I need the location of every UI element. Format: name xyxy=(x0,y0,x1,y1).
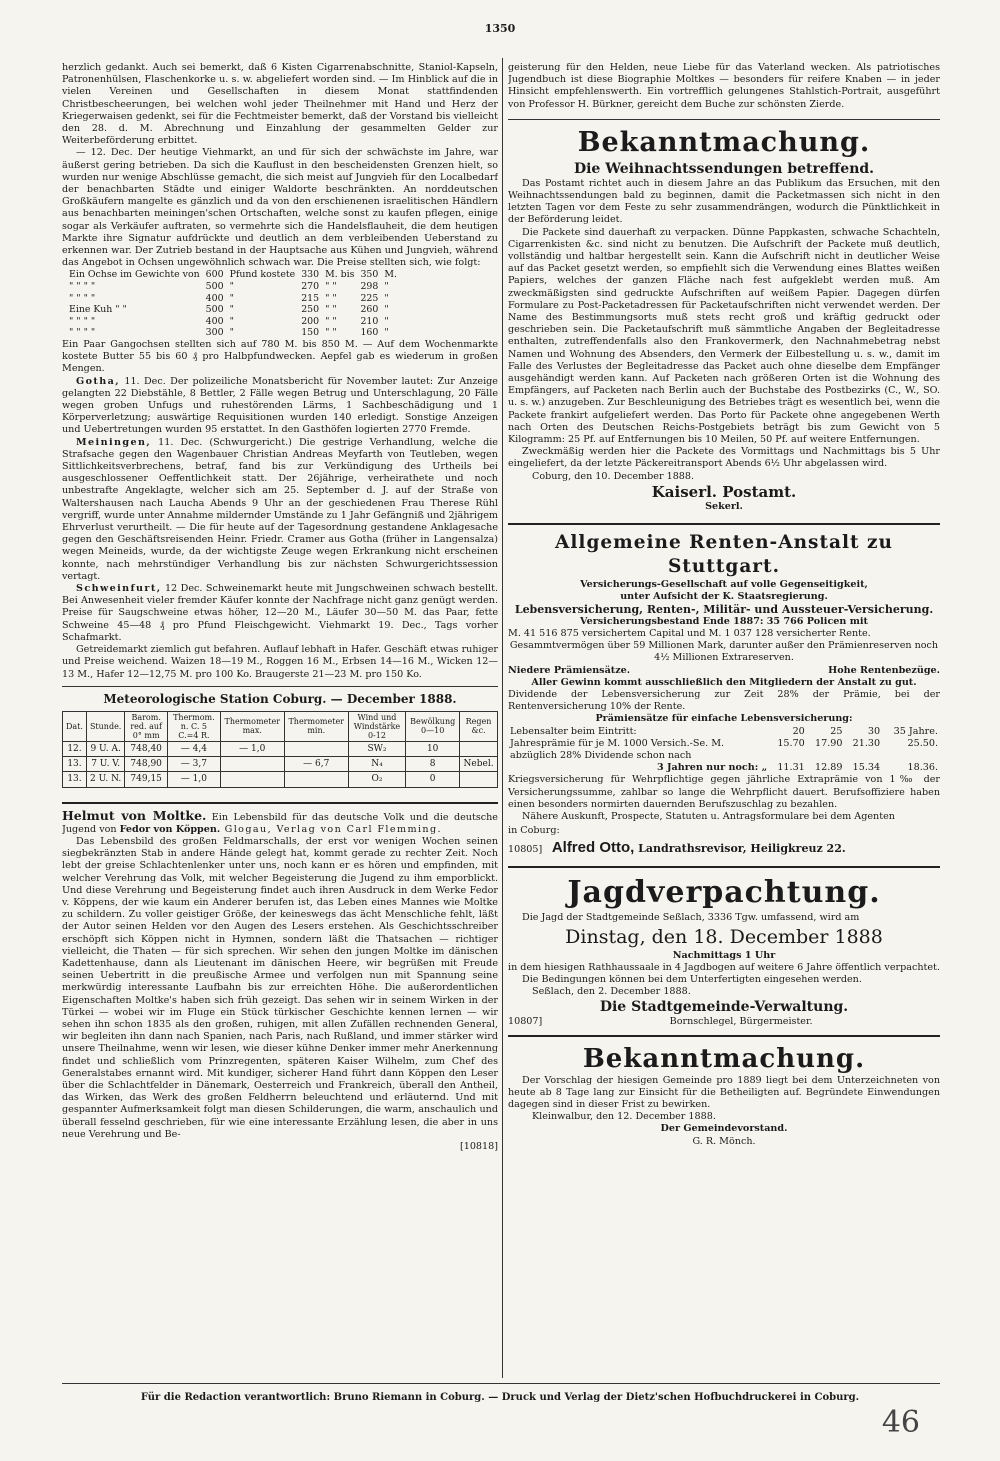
price-cell: " xyxy=(229,304,234,316)
price-cell: Pfund kostete xyxy=(229,269,296,281)
price-cell: 210 xyxy=(360,315,379,327)
price-cell: M. xyxy=(384,269,397,281)
price-cell: " xyxy=(384,315,389,327)
price-cell: Ein Ochse im Gewichte von xyxy=(69,269,200,281)
price-cell: " " xyxy=(325,327,337,339)
moltke-title: Helmut von Moltke. xyxy=(62,807,207,823)
viehmarkt-paragraph: — 12. Dec. Der heutige Viehmarkt, an und für sich der schwächste im Jahre, war äußerst gering betrieben. Da sich die Kauflust in den bescheidensten Grenzen hielt, so wurden nur wenige Abschlüsse gemacht, die sich meist auf Jungvieh für den Localbedarf der benachbarten Städte und einiger Waldorte beschränkten. An norddeutschen Großkäufern mangelte es gänzlich und da von den erschienenen israelitischen Händlern aus benachbarten meiningen'schen Ortschaften, welche sonst zu kaufen pflegen, einige sogar als Verkäufer auftraten, so vermehrte sich die Handelsflauheit, die dem heutigen Markte ihre Signatur aufdrückte und deutlich an dem verbleibenden Ueberstand zu erkennen war. Der Zutrieb bestand in der Hauptsache aus Kühen und Jungvieh, während das Angebot in Ochsen ungewöhnlich schwach war. Die Preise stellten sich, wie folgt: xyxy=(62,147,498,269)
jagd-time: Nachmittags 1 Uhr xyxy=(672,949,776,961)
meteo-table xyxy=(62,711,498,788)
meteo-cell: N₄ xyxy=(348,757,406,772)
age-row xyxy=(508,726,940,738)
bekanntmachung-2-text: Der Vorschlag der hiesigen Gemeinde pro 1889 liegt bei dem Unterzeichneten von heute ab 8 Tage lang zur Einsicht für die Betheiligten auf. Begründete Einwendungen dagegen sind in dieser Frist zu bewirken. xyxy=(508,1074,940,1110)
age-cell: 30 xyxy=(867,725,881,737)
ad-number: 10805] xyxy=(508,844,543,856)
price-cell: " " xyxy=(325,315,337,327)
price-cell: 300 xyxy=(205,327,224,339)
dividend-label: abzüglich 28% Dividende schon nach xyxy=(510,749,692,761)
meteo-cell: 7 U. V. xyxy=(86,757,124,772)
post-date: Coburg, den 10. December 1888. xyxy=(532,470,695,482)
agent-address: Landrathsrevisor, Heiligkreuz 22. xyxy=(634,842,846,856)
price-cell: " xyxy=(229,315,234,327)
post-signature: Kaiserl. Postamt. xyxy=(651,482,797,501)
age-cell: 35 Jahre. xyxy=(893,725,938,737)
moltke-author: Fedor von Köppen. xyxy=(119,823,221,835)
price-cell: " " " " xyxy=(69,327,96,339)
rentenanstalt-line-9: Nähere Auskunft, Prospecte, Statuten u. Antragsformulare bei dem Agenten xyxy=(522,810,895,822)
rentenanstalt-subtitle-1: Versicherungs-Gesellschaft auf volle Gegenseitigkeit, xyxy=(580,579,868,591)
premium-cell: 25.50. xyxy=(907,737,938,749)
moltke-review-text: Das Lebensbild des großen Feldmarschalls, der erst vor wenigen Wochen seinen siegbekränzten Stab in andere Hände gelegt hat, kommt gerade zu rechter Zeit. Noch lebt der greise Schlachtenlenker unter uns, noch kann er es hören und empfinden, mit welcher Verehrung das Volk, mit welcher Begeisterung die Jugend zu ihm emporblickt. Und diese Verehrung und Begeisterung findet auch ihren Ausdruck in dem Werke Fedor v. Köppens, der wie kaum ein Anderer berufen ist, das Leben eines Mannes wie Moltke zu schildern. Zu voller geistiger Größe, der keineswegs das ächt Menschliche fehlt, läßt der Autor seinen Helden vor den Augen des Lesers erstehen. Als Geschichtsschreiber erschöpft sich Köppen nicht in Hymnen, sondern läßt die Thatsachen — richtiger vielleicht, die Thaten — für sich sprechen. Wir sehen den jungen Moltke im dänischen Kadettenhause, dann als Lieutenant im dänischen Heere, wir begrüßen mit Freude seinen Uebertritt in die preußische Armee und verfolgen nun mit Spannung seine merkwürdig interessante Laufbahn bis zur erreichten Höhe. Die außerordentlichen Eigenschaften Moltke's haben sich früh gezeigt. Das sehen wir in seinem Wirken in der Türkei — wobei wir im Fluge ein Stück türkischer Geschichte kennen lernen — wir sehen ihn schon 1835 als den großen, ruhigen, mit allen Zufällen rechnenden General, wir begleiten ihn dann nach Spanien, nach Paris, nach Rußland, und immer stärker wird unsere Theilnahme, wenn wir lesen, wie dieser kühne Denker immer mehr Anerkennung findet und schließlich vom Prinzregenten, späteren Kaiser Wilhelm, zum Chef des Generalstabes ernannt wird. Mit kundiger, sicherer Hand führt dann Köppen den Leser über die Schlachtfelder in Dänemark, Oesterreich und Frankreich, überall den Antheil, das Wirken, das Werk des großen Feldherrn beleuchtend und erläuternd. Und mit gespannter Aufmerksamkeit folgt man diesen Schilderungen, die warm, anschaulich und überall fesselnd geschrieben, für wie eine interessante Erzählung lesen, die aber in uns neue Verehrung und Be- xyxy=(62,835,498,1140)
rentenanstalt-agent-line xyxy=(508,825,940,837)
bekanntmachung-title: Bekanntmachung. xyxy=(577,126,871,158)
meteo-header: Thermom. n. C. 5 C.=4 R. xyxy=(167,711,220,741)
price-cell: " xyxy=(384,327,389,339)
net-cell: 15.34 xyxy=(852,762,881,774)
meteo-header: Dat. xyxy=(63,711,87,741)
handwritten-number: 46 xyxy=(881,1405,920,1440)
meteo-cell: — 3,7 xyxy=(167,757,220,772)
net-premium-row xyxy=(508,762,940,774)
jagd-title: Jagdverpachtung. xyxy=(567,875,881,911)
jagd-name: Bornschlegel, Bürgermeister. xyxy=(669,1016,813,1028)
price-cell: " xyxy=(384,304,389,316)
schweinfurt-report xyxy=(62,583,498,644)
gangochsen-paragraph: Ein Paar Gangochsen stellten sich auf 780 M. bis 850 M. — Auf dem Wochenmarkte kostete Butter 55 bis 60 ₰ pro Halbpfundwecken. Aepfel gab es wiederum in großen Mengen. xyxy=(62,339,498,375)
meteo-cell: O₂ xyxy=(348,772,406,787)
price-table xyxy=(66,269,400,339)
meteo-cell: — 6,7 xyxy=(284,757,348,772)
price-cell: 400 xyxy=(205,315,224,327)
meteo-cell: — 1,0 xyxy=(220,741,284,756)
meteo-cell xyxy=(460,772,498,787)
meiningen-heading: Meiningen, xyxy=(76,436,152,448)
meteo-row xyxy=(63,757,498,772)
price-cell: 600 xyxy=(205,269,224,281)
divider xyxy=(508,866,940,868)
premium-cell: 15.70 xyxy=(777,737,805,749)
price-cell: " xyxy=(384,281,389,293)
price-cell: 160 xyxy=(360,327,379,339)
price-cell: " " " " xyxy=(69,281,96,293)
age-label: Lebensalter beim Eintritt: xyxy=(510,725,637,737)
meiningen-text: 11. Dec. (Schwurgericht.) Die gestrige Verhandlung, welche die Strafsache gegen den Wagenbauer Christian Andreas Meyfarth von Teutleben, wegen Sittlichkeitsverbrechens, betraf, fand bis zur Verkündigung des Urtheils bei ausgeschlossener Oeffentlichkeit statt. Der 26jährige, verheirathete und noch unbestrafte Angeklagte, welcher sich am 25. September d. J. auf der Straße von Waltershausen nach Laucha Abends 9 Uhr an der geschiedenen Frau Therese Rühl vergriff, wurde unter Annahme mildernder Umstände zu 1 Jahr Gefängniß und 2jährigem Ehrverlust verurtheilt. — Die für heute auf der Tagesordnung gestandene Anklagesache gegen den Geschäftsreisenden Heinr. Friedr. Cramer aus Gotha (früher in Langensalza) wegen Meineids, wurde, da der wichtigste Zeuge wegen Erkrankung nicht erscheinen konnte, nach mehrstündiger Verhandlung bis zur nächsten Schwurgerichtssession vertagt. xyxy=(62,436,498,582)
jagd-paragraph-3: Die Bedingungen können bei dem Unterfertigten eingesehen werden. xyxy=(522,973,862,985)
meteo-cell: — 1,0 xyxy=(167,772,220,787)
meteo-cell xyxy=(284,772,348,787)
gotha-heading: Gotha, xyxy=(76,375,120,387)
price-cell: 200 xyxy=(301,315,320,327)
moltke-publisher: Glogau, Verlag von Carl Flemming. xyxy=(220,823,442,835)
rentenanstalt-line-3: Gesammtvermögen über 59 Millionen Mark, darunter außer den Prämienreserven noch 4½ Millionen Extrareserven. xyxy=(509,640,939,664)
jagd-signature: Die Stadtgemeinde-Verwaltung. xyxy=(599,999,849,1016)
right-column xyxy=(508,62,940,1362)
meteo-cell: — 4,4 xyxy=(167,741,220,756)
jagd-paragraph-2: in dem hiesigen Rathhaussaale in 4 Jagdbogen auf weitere 6 Jahre öffentlich verpachtet. xyxy=(508,961,940,973)
moltke-intro: Ein Lebensbild für das deutsche Volk und die deutsche Jugend von xyxy=(62,811,498,835)
price-cell: " xyxy=(229,281,234,293)
price-row xyxy=(66,281,400,293)
jagd-footer xyxy=(508,1016,940,1028)
post-paragraph-2: Die Packete sind dauerhaft zu verpacken. Dünne Pappkasten, schwache Schachteln, Cigarrenkisten &c. sind nicht zu benutzen. Die Aufschrift der Packete muß deutlich, vollständig und haltbar hergestellt sein. Kann die Aufschrift nicht in deutlicher Weise auf das Packet gesetzt werden, so empfiehlt sich die Verwendung eines Blattes weißen Papiers, welches der ganzen Fläche nach fest aufgeklebt werden muß. Am zweckmäßigsten sind gedruckte Aufschriften auf weißem Papier. Dagegen dürfen Formulare zu Post-Packetadressen für Packetaufschriften nicht verwendet werden. Der Name des Bestimmungsorts muß stets recht groß und kräftig gedruckt oder geschrieben sein. Die Packetaufschrift muß sämmtliche Angaben der Begleitadresse enthalten, zutreffendenfalls also den Frankovermerk, den Nachnahmebetrag nebst Namen und Wohnung des Absenders, den Vermerk der Eilbestellung u. s. w., damit im Falle des Verlustes der Begleitadresse das Packet auch ohne dieselbe dem Empfänger ausgehändigt werden kann. Auf Packeten nach größeren Orten ist die Wohnung des Empfängers, auf Packeten nach Berlin auch der Buchstabe des Postbezirks (C., W., SO. u. s. w.) anzugeben. Zur Beschleunigung des Betriebes trägt es wesentlich bei, wenn die Packete frankirt aufgeliefert werden. Das Porto für Packete ohne angegebenen Werth nach Orten des Deutschen Reichs-Postgebiets beträgt bis zum Gewicht von 5 Kilogramm: 25 Pf. auf Entfernungen bis 10 Meilen, 50 Pf. auf weitere Entfernungen. xyxy=(508,226,940,446)
bekanntmachung-2-name: G. R. Mönch. xyxy=(692,1135,756,1147)
price-row xyxy=(66,327,400,339)
meteo-cell: 748,40 xyxy=(125,741,168,756)
meteo-cell: 748,90 xyxy=(125,757,168,772)
price-cell: " " xyxy=(325,304,337,316)
post-paragraph-3: Zweckmäßig werden hier die Packete des Vormittags und Nachmittags bis 5 Uhr eingeliefert, da der letzte Päckereitransport Abends 6½ Uhr abgelassen wird. xyxy=(508,446,940,470)
meteo-cell: 13. xyxy=(63,757,87,772)
ad-number: [10818] xyxy=(459,1141,498,1152)
bekanntmachung-subtitle: Die Weihnachtssendungen betreffend. xyxy=(573,160,875,177)
meteo-cell: 9 U. A. xyxy=(86,741,124,756)
post-name: Sekerl. xyxy=(705,500,743,512)
rentenanstalt-line-1: Versicherungsbestand Ende 1887: 35 766 Policen mit xyxy=(580,615,868,627)
divider xyxy=(508,523,940,525)
divider xyxy=(62,686,498,687)
net-cell: 11.31 xyxy=(777,762,805,774)
divider xyxy=(508,1035,940,1037)
price-cell: " xyxy=(229,292,234,304)
premium-label: Jahresprämie für je M. 1000 Versich.-Se. M. xyxy=(510,737,725,749)
post-paragraph-1: Das Postamt richtet auch in diesem Jahre an das Publikum das Ersuchen, mit den Weihnachtssendungen bald zu beginnen, damit die Packetmassen sich nicht in den letzten Tagen vor dem Feste zu sehr zusammendrängen, wodurch die Pünktlichkeit in der Beförderung leidet. xyxy=(508,177,940,226)
price-cell: Eine Kuh " " xyxy=(69,304,127,316)
bekanntmachung-2-title: Bekanntmachung. xyxy=(582,1043,866,1074)
meteo-header: Regen &c. xyxy=(460,711,498,741)
price-cell: " " " " xyxy=(69,292,96,304)
price-cell: 350 xyxy=(360,269,379,281)
rentenanstalt-subtitle-2: unter Aufsicht der K. Staatsregierung. xyxy=(620,591,828,603)
bekanntmachung-2-place: Kleinwalbur, den 12. December 1888. xyxy=(532,1111,716,1123)
price-cell: " xyxy=(229,327,234,339)
jagd-paragraph-1: Die Jagd der Stadtgemeinde Seßlach, 3336 Tgw. umfassend, wird am xyxy=(522,912,860,924)
niedere-praemien: Niedere Prämiensätze. xyxy=(508,664,631,676)
meteo-cell: 10 xyxy=(406,741,460,756)
footer-rule xyxy=(62,1383,940,1384)
price-cell: 225 xyxy=(360,292,379,304)
rentenanstalt-agent xyxy=(508,837,940,860)
price-row xyxy=(66,316,400,328)
schweinfurt-heading: Schweinfurt, xyxy=(76,583,162,595)
ad-number: 10807] xyxy=(508,1016,543,1028)
net-cell: 12.89 xyxy=(814,762,843,774)
imprint-footer: Für die Redaction verantwortlich: Bruno Riemann in Coburg. — Druck und Verlag der Dietz'schen Hofbuchdruckerei in Coburg. xyxy=(140,1392,860,1403)
rentenanstalt-line-6: Dividende der Lebensversicherung zur Zeit 28% der Prämie, bei der Rentenversicherung 10% der Rente. xyxy=(508,688,940,713)
price-cell: " " xyxy=(325,281,337,293)
schweinfurt-text: 12 Dec. Schweinemarkt heute mit Jungschweinen schwach bestellt. Bei Anwesenheit vieler fremder Käufer konnte der Nachfrage nicht ganz genügt werden. Preise für Saugschweine etwas höher, 12—20 M., Läufer 30—50 M. das Paar, fette Schweine 45—48 ₰ pro Pfund Fleischgewicht. Viehmarkt 19. Dec., Tags vorher Schafmarkt. xyxy=(62,583,498,643)
meteo-cell: 2 U. N. xyxy=(86,772,124,787)
price-row xyxy=(66,304,400,316)
meteo-cell xyxy=(460,741,498,756)
moltke-review-continuation: geisterung für den Helden, neue Liebe für das Vaterland wecken. Als patriotisches Jugendbuch ist diese Biographie Moltkes — besonders für reifere Knaben — in jeder Hinsicht empfehlenswerth. Ein vortrefflich gelungenes Stahlstich-Portrait, ausgeführt von Professor H. Bürkner, gereicht dem Buche zur schönsten Zierde. xyxy=(508,62,940,110)
rentenanstalt-kinds: Lebensversicherung, Renten-, Militär- und Aussteuer-Versicherung. xyxy=(514,602,934,616)
meteo-cell: SW₂ xyxy=(348,741,406,756)
price-cell: " " xyxy=(325,292,337,304)
meteo-cell: 13. xyxy=(63,772,87,787)
meteo-title: Meteorologische Station Coburg. — December 1888. xyxy=(103,691,457,706)
jagd-place: Seßlach, den 2. December 1888. xyxy=(532,986,691,998)
moltke-review-intro xyxy=(62,807,498,836)
meteo-cell: 0 xyxy=(406,772,460,787)
price-cell: 270 xyxy=(301,281,320,293)
price-cell: 260 xyxy=(360,304,379,316)
rentenanstalt-line-7: Prämiensätze für einfache Lebensversicherung: xyxy=(595,713,853,725)
price-cell: 150 xyxy=(301,327,320,339)
rentenanstalt-title: Allgemeine Renten-Anstalt zu Stuttgart. xyxy=(555,532,893,578)
meteo-cell: 12. xyxy=(63,741,87,756)
meteo-header: Thermometer max. xyxy=(220,711,284,741)
rentenanstalt-line-2: M. 41 516 875 versichertem Capital und M. 1 037 128 versicherter Rente. xyxy=(508,627,871,639)
rentenanstalt-line-8: Kriegsversicherung für Wehrpflichtige gegen jährliche Extraprämie von 1‰ der Versicherungssumme, zahlbar so lange die Wehrpflicht dauert. Berufsoffiziere haben einen besonders normirten dauernden Berufszuschlag zu bezahlen. xyxy=(508,774,940,810)
meteo-header: Wind und Windstärke 0-12 xyxy=(348,711,406,741)
left-column xyxy=(62,62,498,1362)
rentenanstalt-line-5: Aller Gewinn kommt ausschließlich den Mitgliedern der Anstalt zu gut. xyxy=(531,676,917,688)
age-cell: 25 xyxy=(830,725,843,737)
rentenanstalt-line-4 xyxy=(508,665,940,677)
meiningen-report xyxy=(62,437,498,583)
price-cell: 330 xyxy=(301,269,320,281)
net-cell: 18.36. xyxy=(907,762,938,774)
meteo-cell xyxy=(220,772,284,787)
age-cell: 20 xyxy=(792,725,805,737)
price-cell: 500 xyxy=(205,281,224,293)
meteo-cell xyxy=(284,741,348,756)
gotha-report xyxy=(62,376,498,437)
getreidemarkt-paragraph: Getreidemarkt ziemlich gut befahren. Auflauf lebhaft in Hafer. Geschäft etwas ruhiger und Preise weichend. Waizen 18—19 M., Roggen 16 M., Erbsen 14—16 M., Wicken 12—13 M., Hafer 12—12,75 M. pro 100 Ko. Braugerste 21—23 M. pro 150 Ko. xyxy=(62,644,498,680)
meteo-header: Stunde. xyxy=(86,711,124,741)
meteo-row xyxy=(63,772,498,787)
premium-row xyxy=(508,738,940,750)
agent-location: in Coburg: xyxy=(508,825,560,837)
left-paragraph-1: herzlich gedankt. Auch sei bemerkt, daß 6 Kisten Cigarrenabschnitte, Staniol-Kapseln, Patronenhülsen, Flaschenkorke u. s. w. abgeliefert worden sind. — Im Hinblick auf die in vielen Vereinen und Gesellschaften in diesem Monat stattfindenden Christbescheerungen, bei welchen wohl jeder Theilnehmer mit Hand und Herz der Kriegerwaisen gedenkt, sei für die Fechtmeister bemerkt, daß der Vorstand bis vielleicht den 28. d. M. Abrechnung und Einzahlung der gesammelten Gelder zur Weiterbeförderung erbittet. xyxy=(62,62,498,147)
price-cell: " xyxy=(384,292,389,304)
meteo-cell: 8 xyxy=(406,757,460,772)
price-cell: 215 xyxy=(301,292,320,304)
bekanntmachung-2-signature: Der Gemeindevorstand. xyxy=(660,1123,788,1135)
price-cell: 500 xyxy=(205,304,224,316)
jagd-date: Dinstag, den 18. December 1888 xyxy=(565,925,883,948)
gotha-text: 11. Dec. Der polizeiliche Monatsbericht für November lautet: Zur Anzeige gelangten 22 Diebstähle, 8 Bettler, 2 Fälle wegen Betrug und Unterschlagung, 20 Fälle wegen groben Unfugs und ruhestörenden Lärms, 1 Sachbeschädigung und 1 Körperverletzung; auswärtige Requisitionen wurden 140 erledigt. Sonstige Anzeigen und Uebertretungen wurden 95 erstattet. In den Gasthöfen logierten 2770 Fremde. xyxy=(62,375,498,436)
price-cell: " " " " xyxy=(69,315,96,327)
page-number: 1350 xyxy=(484,22,516,35)
price-cell: M. bis xyxy=(325,269,355,281)
column-divider xyxy=(502,58,503,1378)
meteo-header: Thermometer min. xyxy=(284,711,348,741)
hohe-renten: Hohe Rentenbezüge. xyxy=(828,664,940,676)
premium-table xyxy=(508,726,940,775)
meteo-row xyxy=(63,741,498,756)
premium-cell: 17.90 xyxy=(814,737,843,749)
price-row xyxy=(66,293,400,305)
divider xyxy=(508,119,940,120)
meteo-header: Barom. red. auf 0° mm xyxy=(125,711,168,741)
price-cell: 250 xyxy=(301,304,320,316)
meteo-cell xyxy=(220,757,284,772)
price-cell: 298 xyxy=(360,281,379,293)
price-row xyxy=(66,269,400,281)
net-label: 3 Jahren nur noch: „ xyxy=(656,762,768,774)
agent-name: Alfred Otto, xyxy=(551,839,635,857)
meteo-header: Bewölkung 0—10 xyxy=(406,711,460,741)
price-cell: 400 xyxy=(205,292,224,304)
divider xyxy=(62,802,498,804)
premium-cell: 21.30 xyxy=(852,737,881,749)
meteo-cell: Nebel. xyxy=(460,757,498,772)
meteo-cell: 749,15 xyxy=(125,772,168,787)
dividend-row xyxy=(508,750,940,762)
